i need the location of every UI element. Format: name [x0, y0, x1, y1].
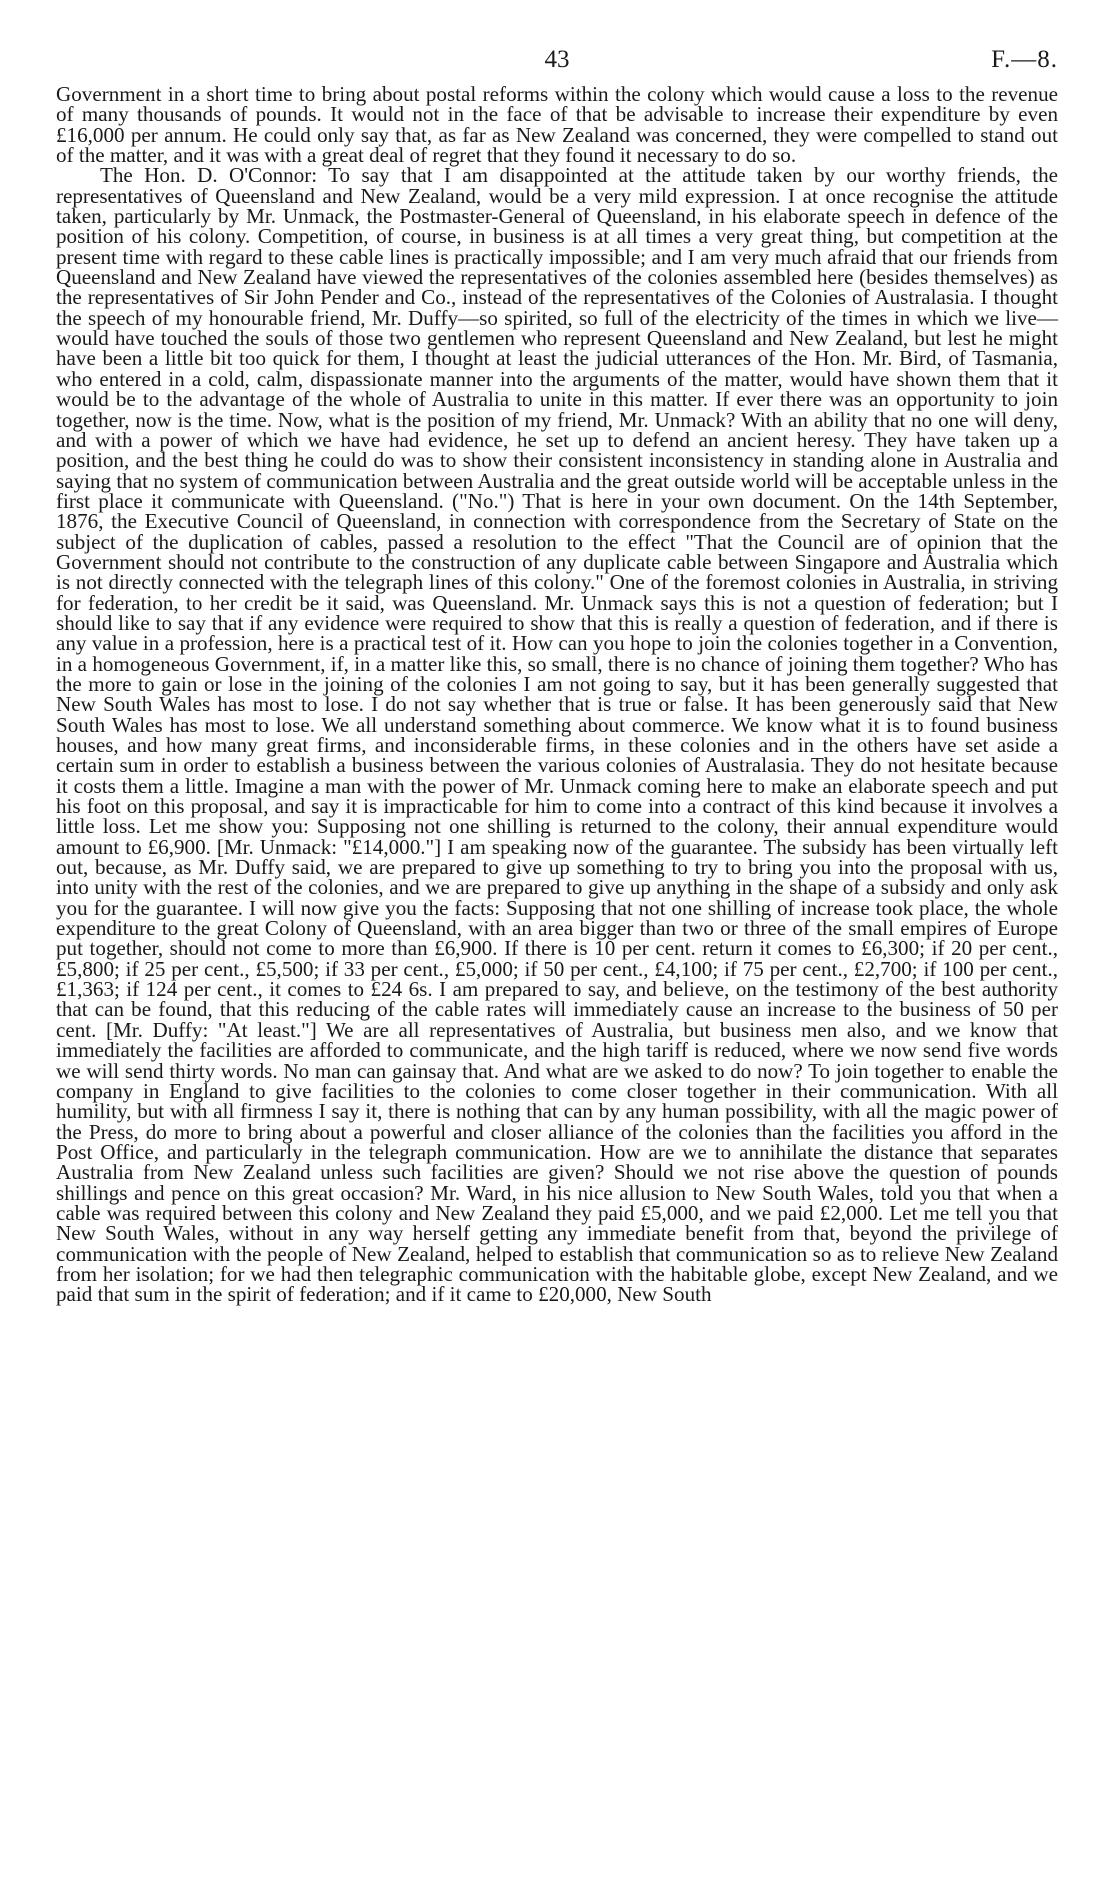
paragraph-oconnor-speech: The Hon. D. O'Connor: To say that I am disappointed at the attitude taken by our worthy friends, the representatives of Queensland and New Zealand, would be a very mild expression. I at once recognise the attitude taken, particularly by Mr. Unmack, the Postmaster-General of Queensland, in his elaborate speech in defence of the position of his colony. Competition, of course, in business is at all times a very great thing, but competition at the present time with regard to these cable lines is practically impossible; and I am very much afraid that our friends from Queensland and New Zealand have viewed the representatives of the colonies assembled here (besides themselves) as the representatives of Sir John Pender and Co., instead of the representatives of the Colonies of Australasia. I thought the speech of my honourable friend, Mr. Duffy—so spirited, so full of the electricity of the times in which we live—would have touched the souls of those two gentlemen who represent Queensland and New Zealand, but lest he might have been a little bit too quick for them, I thought at least the judicial utterances of the Hon. Mr. Bird, of Tasmania, who entered in a cold, calm, dispassionate manner into the arguments of the matter, would have shown them that it would be to the advantage of the whole of Australia to unite in this matter. If ever there was an opportunity to join together, now is the time. Now, what is the position of my friend, Mr. Unmack? With an ability that no one will deny, and with a power of which we have had evidence, he set up to defend an ancient heresy. They have taken up a position, and the best thing he could do was to show their consistent inconsistency in standing alone in Australia and saying that no system of communication between Australia and the great outside world will be acceptable unless in the first place it communicate with Queensland. ("No.") That is here in your own document. On the 14th September, 1876, the Executive Council of Queensland, in connection with correspondence from the Secretary of State on the subject of the duplication of cables, passed a resolution to the effect "That the Council are of opinion that the Government should not contribute to the construction of any duplicate cable between Singapore and Australia which is not directly connected with the telegraph lines of this colony." One of the foremost colonies in Australia, in striving for federation, to her credit be it said, was Queensland. Mr. Unmack says this is not a question of federation; but I should like to say that if any evidence were required to show that this is really a question of federation, and if there is any value in a profession, here is a practical test of it. How can you hope to join the colonies together in a Convention, in a homogeneous Government, if, in a matter like this, so small, there is no chance of joining them together? Who has the more to gain or lose in the joining of the colonies I am not going to say, but it has been generally suggested that New South Wales has most to lose. I do not say whether that is true or false. It has been generously said that New South Wales has most to lose. We all understand something about commerce. We know what it is to found business houses, and how many great firms, and inconsiderable firms, in these colonies and in the others have set aside a certain sum in order to establish a business between the various colonies of Australasia. They do not hesitate because it costs them a little. Imagine a man with the power of Mr. Unmack coming here to make an elaborate speech and put his foot on this proposal, and say it is impracticable for him to come into a contract of this kind because it involves a little loss. Let me show you: Supposing not one shilling is returned to the colony, their annual expenditure would amount to £6,900. [Mr. Unmack: "£14,000."] I am speaking now of the guarantee. The subsidy has been virtually left out, because, as Mr. Duffy said, we are prepared to give up something to try to bring you into the proposal with us, into unity with the rest of the colonies, and we are prepared to give up anything in the shape of a subsidy and only ask you for the guarantee. I will now give you the facts: Supposing that not one shilling of increase took place, the whole expenditure to the great Colony of Queensland, with an area bigger than two or three of the small empires of Europe put together, should not come to more than £6,900. If there is 10 per cent. return it comes to £6,300; if 20 per cent., £5,800; if 25 per cent., £5,500; if 33 per cent., £5,000; if 50 per cent., £4,100; if 75 per cent., £2,700; if 100 per cent., £1,363; if 124 per cent., it comes to £24 6s. I am prepared to say, and believe, on the testimony of the best authority that can be found, that this reducing of the cable rates will immediately cause an increase to the business of 50 per cent. [Mr. Duffy: "At least."] We are all representatives of Australia, but business men also, and we know that immediately the facilities are afforded to communicate, and the high tariff is reduced, where we now send five words we will send thirty words. No man can gainsay that. And what are we asked to do now? To join together to enable the company in England to give facilities to the colonies to come closer together in their communication. With all humility, but with all firmness I say it, there is nothing that can by any human possibility, with all the magic power of the Press, do more to bring about a powerful and closer alliance of the colonies than the facilities you afford in the Post Office, and particularly in the telegraph communication. How are we to annihilate the distance that separates Australia from New Zealand unless such facilities are given? Should we not rise above the question of pounds shillings and pence on this great occasion? Mr. Ward, in his nice allusion to New South Wales, told you that when a cable was required between this colony and New Zealand they paid £5,000, and we paid £2,000. Let me tell you that New South Wales, without in any way herself getting any immediate benefit from that, beyond the privilege of communication with the people of New Zealand, helped to establish that communication so as to relieve New Zealand from her isolation; for we had then telegraphic communication with the habitable globe, except New Zealand, and we paid that sum in the spirit of federation; and if it came to £20,000, New South	[56, 163, 1058, 1307]
page-header	[56, 40, 1058, 84]
paper-reference: F.—8.	[991, 46, 1058, 73]
page-number: 43	[544, 46, 570, 73]
body-text	[56, 84, 1058, 1305]
paragraph-continuation: Government in a short time to bring about postal reforms within the colony which would cause a loss to the revenue of many thousands of pounds. It would not in the face of that be advisable to increase their expenditure by even £16,000 per annum. He could only say that, as far as New Zealand was concerned, they were compelled to stand out of the matter, and it was with a great deal of regret that they found it necessary to do so.	[56, 82, 1058, 168]
